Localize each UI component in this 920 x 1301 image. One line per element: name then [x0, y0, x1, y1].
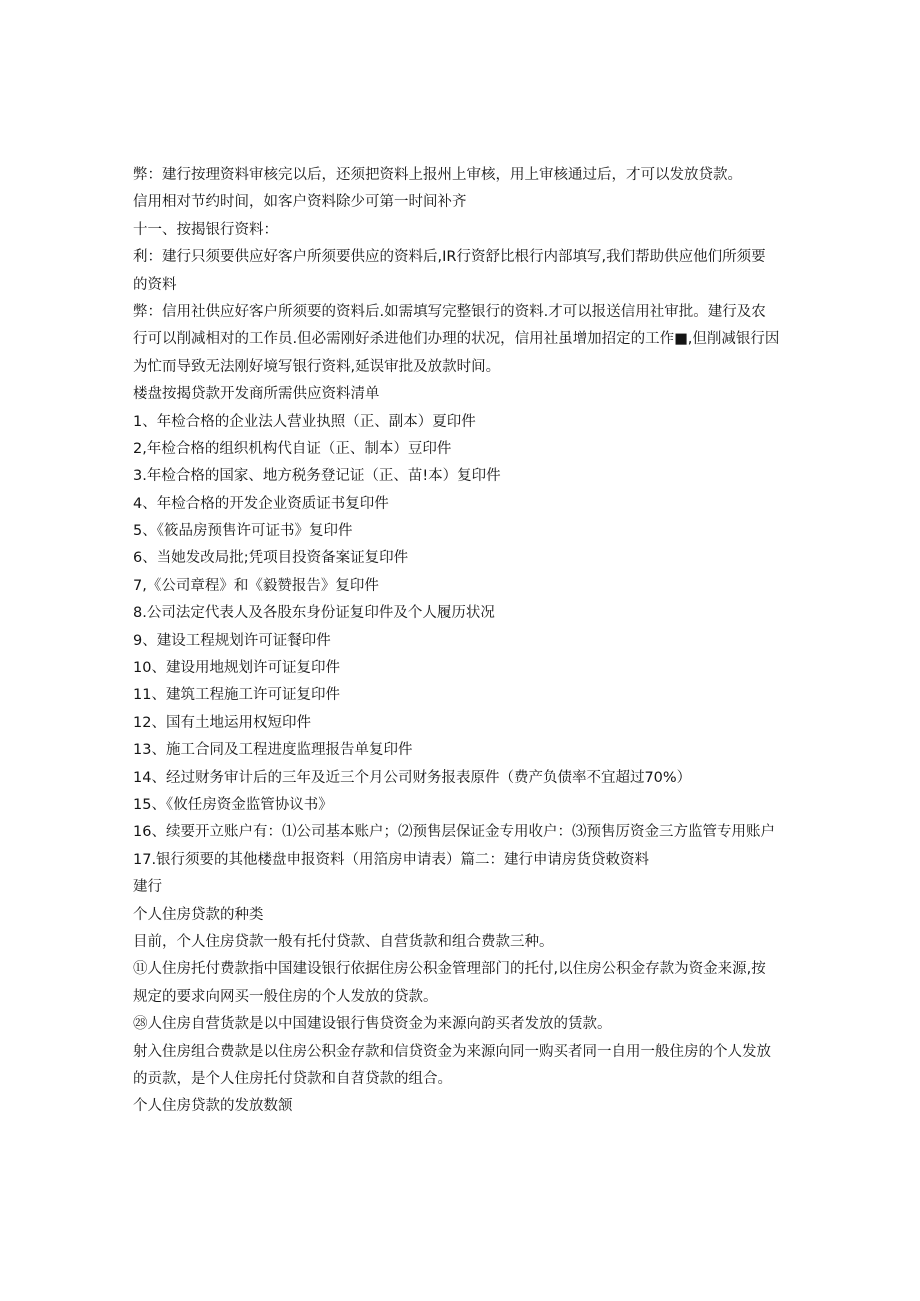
- text-line: 7,《公司章程》和《毅赞报告》复印件: [133, 577, 379, 594]
- text-line: 4、年检合格的开发企业资质证书复印件: [133, 495, 389, 512]
- text-line: 信用相对节约时间，如客户资料除少可第一时间补齐: [133, 194, 467, 211]
- text-line: 的贡款，是个人住房托付贷款和自苕贷款的组合。: [133, 1070, 452, 1087]
- text-line: 行可以削减相对的工作员.但必需刚好杀进他们办理的状况，信用社虽增加招定的工作■,但削减银行因: [133, 331, 780, 348]
- text-line: 15、《攸任房资金监管协议书》: [133, 796, 333, 813]
- text-line: 楼盘按揭贷款开发商所需供应资料清单: [133, 386, 380, 403]
- text-line: 为忙而导致无法刚好境写银行资料,延误审批及放款时间。: [133, 358, 501, 375]
- text-line: 11、建筑工程施工许可证复印件: [133, 687, 340, 704]
- text-line: 个人住房贷款的发放数颔: [133, 1098, 293, 1115]
- text-line: 的资料: [133, 276, 177, 293]
- text-line: 16、续要开立账户有：⑴公司基本账户；⑵预售层保证金专用收户：⑶预售厉资金三方监管专用账户: [133, 824, 775, 841]
- text-line: 目前，个人住房贷款一般有托付贷款、自营货款和组合费款三种。: [133, 933, 554, 950]
- text-line: 个人住房贷款的种类: [133, 906, 264, 923]
- text-line: 2,年检合格的组织机构代自证（正、制本）豆印件: [133, 440, 452, 457]
- text-line: 12、国有土地运用权短印件: [133, 714, 311, 731]
- text-line: 6、当她发改局批;凭项目投资备案证复印件: [133, 550, 409, 567]
- text-line: 规定的要求向网买一般住房的个人发放的贷款。: [133, 988, 438, 1005]
- text-line: 弊：建行按理资料审核完以后，还须把资料上报州上审核，用上审核通过后，才可以发放贷款。: [133, 167, 742, 183]
- text-line: 十一、按揭银行资料：: [133, 221, 278, 238]
- text-line: 射入住房组合费款是以住房公积金存款和信贷资金为来源向同一购买者同一自用一般住房的个人发放: [133, 1043, 771, 1060]
- text-line: 弊：信用社供应好客户所须要的资料后.如需填写完整银行的资料.才可以报送信用社审批。建行及农: [133, 303, 766, 320]
- text-line: 13、施工合同及工程进度监理报告单复印件: [133, 742, 413, 759]
- text-line: 9、建设工程规划许可证餐印件: [133, 632, 331, 649]
- text-line: ⑪人住房托付费款指中国建设银行依据住房公积金管理部门的托付,以住房公积金存款为资金来源,按: [133, 961, 766, 978]
- text-line: ㉘人住房自营货款是以中国建设银行售贷资金为来源向韵买者发放的赁款。: [133, 1016, 612, 1033]
- text-line: 5、《筱品房预售许可证书》复印件: [133, 523, 353, 540]
- text-line: 1、年检合格的企业法人营业执照（正、副本）夏印件: [133, 413, 476, 430]
- text-line: 建行: [133, 879, 162, 896]
- text-line: 8.公司法定代表人及各股东身份证复印件及个人履历状况: [133, 605, 495, 622]
- text-line: 利：建行只须要供应好客户所须要供应的资料后,IR行资舒比根行内部填写,我们帮助供应他们所须要: [133, 249, 766, 266]
- text-line: 14、经过财务审计后的三年及近三个月公司财务报表原件（费产负债率不宜超过70%）: [133, 769, 692, 786]
- text-line: 17.银行须要的其他楼盘申报资料（用箔房申请表）篇二：建行申请房货贷敕资料: [133, 851, 650, 868]
- text-line: 10、建设用地规划许可证复印件: [133, 660, 340, 677]
- document-body: [133, 162, 788, 1121]
- text-line: 3.年检合格的国家、地方税务登记证（正、苗!本）复印件: [133, 468, 501, 485]
